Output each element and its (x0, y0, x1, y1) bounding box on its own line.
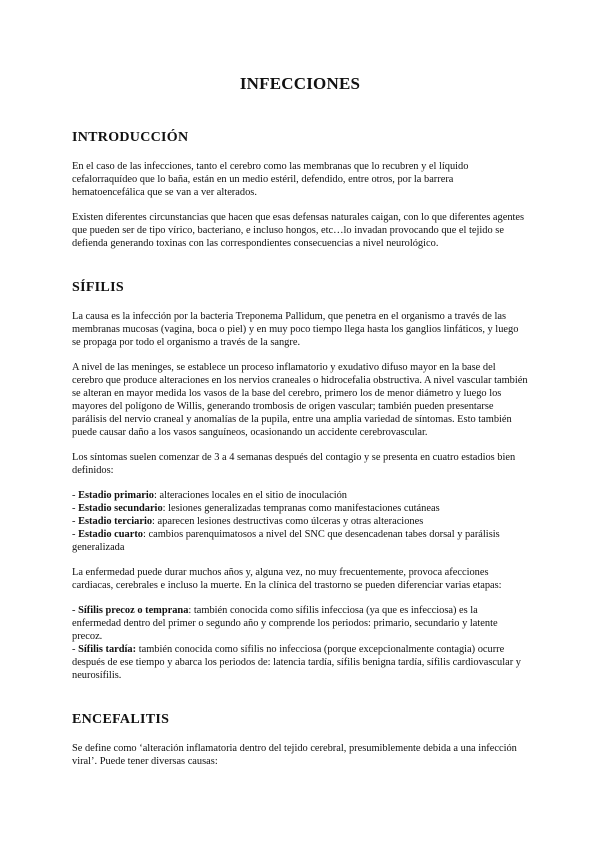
heading-sifilis: SÍFILIS (72, 280, 124, 295)
stages-list (72, 489, 528, 554)
stage-term: Estadio cuarto (78, 529, 144, 540)
bullet-dash: - (72, 529, 79, 540)
phase-text: : también conocida como sífilis infecciosa (ya que es infecciosa) es la enfermedad dentro del primer o segundo año y comprende los periodos: primario, secundario y latente precoz. (72, 605, 498, 642)
stage-term: Estadio primario (78, 490, 154, 501)
sifilis-paragraph-2: A nivel de las meninges, se establece un proceso inflamatorio y exudativo difuso mayor en la base del cerebro que produce alteraciones en los nervios craneales o hidrocefalia obstructiva. A nivel vascular también se alteran en mayor medida los vasos de la base del cerebro, primero los de menor diámetro y luego los mayores del polígono de Willis, generando trombosis de origen vascular; también pueden presentarse parálisis del nervio craneal y anomalías de la pupila, entre una amplia variedad de síntomas. Esto también puede causar daño a los vasos sanguíneos, ocasionando un accidente cerebrovascular. (72, 362, 528, 438)
list-item (72, 643, 528, 682)
stage-text: : aparecen lesiones destructivas como úlceras y otras alteraciones (152, 516, 424, 527)
list-item (72, 502, 528, 515)
stage-text: : lesiones generalizadas tempranas como manifestaciones cutáneas (162, 503, 440, 514)
bullet-dash: - (72, 516, 79, 527)
sifilis-paragraph-1: La causa es la infección por la bacteria Treponema Pallidum, que penetra en el organismo a través de las membranas mucosas (vagina, boca o piel) y en muy poco tiempo llega hasta los ganglios linfáticos, y luego se propaga por todo el organismo a través de la sangre. (72, 311, 519, 348)
heading-encefalitis: ENCEFALITIS (72, 712, 170, 727)
phase-text: también conocida como sífilis no infecciosa (porque excepcionalmente contagia) ocurre después de ese tiempo y abarca los periodos de: latencia tardía, sífilis benigna tardía, sífilis cardiovascular y neurosífilis. (72, 644, 521, 681)
bullet-dash: - (72, 490, 79, 501)
document-title: INFECCIONES (239, 74, 361, 93)
sifilis-paragraph-3: Los síntomas suelen comenzar de 3 a 4 semanas después del contagio y se presenta en cuatro estadios bien definidos: (72, 452, 516, 476)
list-item (72, 489, 528, 502)
heading-introduccion: INTRODUCCIÓN (72, 130, 189, 145)
encefalitis-paragraph-1: Se define como ‘alteración inflamatoria dentro del tejido cerebral, presumiblemente debida a una infección viral’. Puede tener diversas causas: (72, 743, 517, 767)
intro-paragraph-1: En el caso de las infecciones, tanto el cerebro como las membranas que lo recubren y el líquido cefalorraquídeo que lo baña, están en un medio estéril, defendido, entre otros, por la barrera hematoencefálica que se van a ver alterados. (72, 161, 469, 198)
phase-term: Sífilis precoz o temprana (78, 605, 189, 616)
list-item (72, 515, 528, 528)
stage-term: Estadio secundario (78, 503, 163, 514)
stage-term: Estadio terciario (78, 516, 153, 527)
bullet-dash: - (72, 644, 79, 655)
bullet-dash: - (72, 503, 79, 514)
stage-text: : cambios parenquimatosos a nivel del SNC que desencadenan tabes dorsal y parálisis generalizada (72, 529, 500, 553)
bullet-dash: - (72, 605, 79, 616)
list-item (72, 604, 528, 643)
phases-list (72, 604, 528, 682)
list-item (72, 528, 528, 554)
intro-paragraph-2: Existen diferentes circunstancias que hacen que esas defensas naturales caigan, con lo que diferentes agentes que pueden ser de tipo vírico, bacteriano, e incluso hongos, etc…lo invadan provocando que el tejido se defienda generando toxinas con las correspondientes consecuencias a nivel neurológico. (72, 212, 525, 249)
phase-term: Sífilis tardía: (78, 644, 137, 655)
sifilis-paragraph-4: La enfermedad puede durar muchos años y, alguna vez, no muy frecuentemente, provoca afecciones cardiacas, cerebrales e incluso la muerte. En la clínica del trastorno se pueden diferenciar varias etapas: (72, 567, 502, 591)
stage-text: : alteraciones locales en el sitio de inoculación (153, 490, 348, 501)
